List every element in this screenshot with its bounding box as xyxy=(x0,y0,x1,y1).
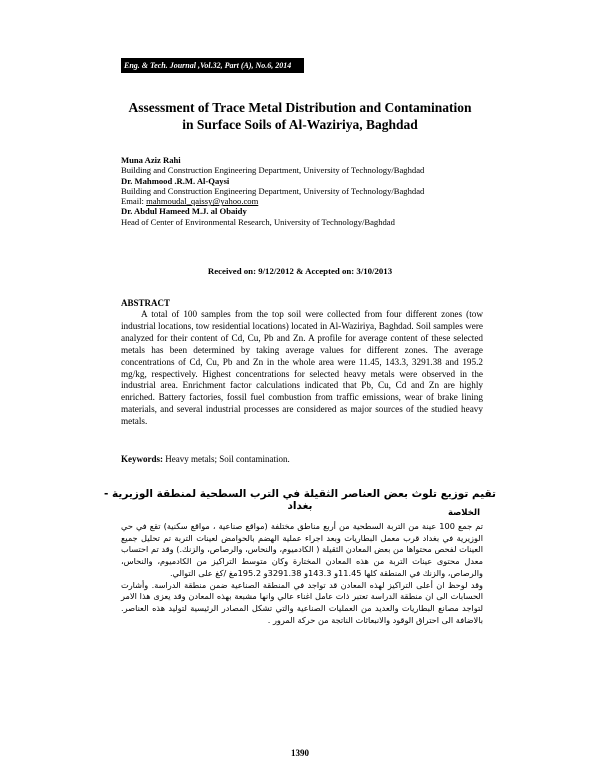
journal-header: Eng. & Tech. Journal ,Vol.32, Part (A), No.6, 2014 xyxy=(121,58,304,73)
author-name: Dr. Mahmood .R.M. Al-Qaysi xyxy=(121,175,230,186)
keywords xyxy=(121,454,483,464)
author-email-line xyxy=(121,196,491,206)
received-accepted-dates: Received on: 9/12/2012 & Accepted on: 3/10/2013 xyxy=(207,266,393,276)
email-label: Email: xyxy=(121,196,147,207)
title-line-2: in Surface Soils of Al-Waziriya, Baghdad xyxy=(182,117,418,132)
arabic-abstract xyxy=(121,521,483,626)
author-name: Dr. Abdul Hameed M.J. al Obaidy xyxy=(121,206,247,217)
arabic-paragraph-1: تم جمع 100 عينة من التربة السطحية من أربع مناطق مختلفة (مواقع صناعية ، مواقع سكنية) تقع في حي الوزيرية في بغداد قرب معمل البطاريات وبعد اجراء عملية الهضم بالحوامض لعينات التربة تم تحليل جميع العينات لفحص محتواها من بعض المعادن الثقيلة ( الكادميوم، والنحاس، والرصاص، والزنك.) وقد تم احتساب معدل محتوى عينات التربة من هذه المعادن المختارة وكان متوسط التراكيز من الكادميوم، والنحاس، والرصاص، والزنك في المنطقة كلها 11.45و 143.3و 3291.38و 195.2مغ /كغ على التوالي. xyxy=(121,521,483,578)
author-name: Muna Aziz Rahi xyxy=(121,155,181,165)
keywords-text: Heavy metals; Soil contamination. xyxy=(163,454,290,464)
arabic-paragraph-2: وقد لوحظ ان أعلى التراكيز لهذه المعادن قد تواجد في المنطقة الصناعية ضمن منطقة الدراسة. وأشارت الحسابات الى ان منطقة الدراسة تعتبر ذات عامل اغناء عالي وانها مشبعة بهذه المعادن وقد يعزى هذا الامر لتواجد مصانع البطاريات والعديد من العمليات الصناعية والتي تشكل المصادر الرئيسية لتوليد هذه العناصر. بالاضافة الى احتراق الوقود والانبعاثات الناتجة من حركة المرور . xyxy=(121,579,483,625)
arabic-abstract-heading: الخلاصة xyxy=(447,508,480,518)
page-number: 1390 xyxy=(291,748,309,758)
paper-title xyxy=(100,99,500,133)
author-email-link[interactable]: mahmoudal_qaissy@yahoo.com xyxy=(146,196,259,207)
abstract-heading: ABSTRACT xyxy=(121,298,171,308)
keywords-label: Keywords: xyxy=(121,454,163,464)
author-affiliation: Building and Construction Engineering Department, University of Technology/Baghdad xyxy=(121,185,425,196)
abstract-text: A total of 100 samples from the top soil were collected from four different zones (tow industrial locations, tow residential locations) located in Al-Waziriya, Baghdad. Soil samples were analyzed for their content of Cd, Cu, Pb and Zn. A profile for average content of these selected metals has been determined by taking average values for different zones. The average concentrations of Cd, Cu, Pb and Zn in the whole area were 11.45, 143.3, 3291.38 and 195.2 mg/kg, respectively. Highest concentrations for selected heavy metals were observed in the industrial area. Enrichment factor calculations indicated that Pb, Cu, Cd and Zn are highly enriched. Battery factories, fossil fuel combustion from traffic emissions, wear of brake lining materials, and several industrial processes are considered as major sources of the studied heavy metals. xyxy=(121,309,483,427)
author-affiliation: Building and Construction Engineering Department, University of Technology/Baghdad xyxy=(121,165,425,176)
title-line-1: Assessment of Trace Metal Distribution and Contamination xyxy=(128,100,472,115)
arabic-title: تقيم توزيع تلوث بعض العناصر الثقيلة في الترب السطحية لمنطقة الوزيرية - بغداد xyxy=(104,488,496,512)
author-affiliation: Head of Center of Environmental Research, University of Technology/Baghdad xyxy=(121,216,395,227)
author-block xyxy=(121,155,491,227)
